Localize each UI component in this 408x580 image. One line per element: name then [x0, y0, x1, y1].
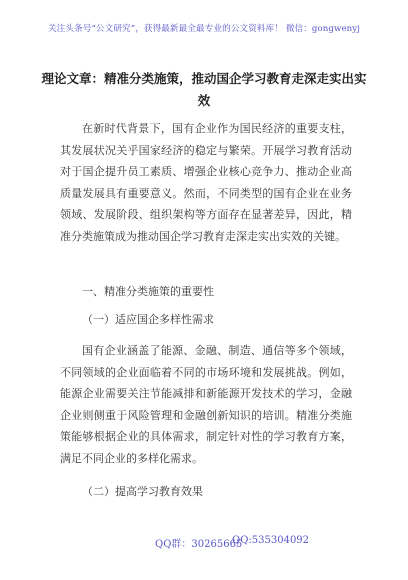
document-title: 理论文章：精准分类施策，推动国企学习教育走深走实出实效 — [41, 71, 367, 108]
footer-qq-group: QQ群：30265665 — [155, 539, 243, 550]
header-promo-note: 关注头条号“公文研究”，获得最新最全最专业的公文资料库！ 微信：gongwenyj — [47, 24, 361, 34]
section-heading: 一、精准分类施策的重要性 — [82, 285, 214, 298]
footer-qq-number: QQ:535304092 — [232, 535, 310, 546]
subsection-heading: （一）适应国企多样性需求 — [82, 313, 214, 326]
body-paragraph: 国有企业涵盖了能源、金融、制造、通信等多个领域，不同领域的企业面临着不同的市场环境和发展挑战。例如，能源企业需要关注节能减排和新能源开发技术的学习，金融企业则侧重于风险管理和金融创新知识的培训。精准分类施策能够根据企业的具体需求，制定针对性的学习教育方案，满足不同企业的多样化需求。 — [60, 344, 352, 465]
subsection-heading: （二）提高学习教育效果 — [82, 485, 203, 498]
body-paragraph: 在新时代背景下，国有企业作为国民经济的重要支柱，其发展状况关乎国家经济的稳定与繁荣。开展学习教育活动对于国企提升员工素质、增强企业核心竞争力、推动企业高质量发展具有重要意义。然而，不同类型的国有企业在业务领域、发展阶段、组织架构等方面存在显著差异，因此，精准分类施策成为推动国企学习教育走深走实出实效的关键。 — [60, 122, 352, 243]
